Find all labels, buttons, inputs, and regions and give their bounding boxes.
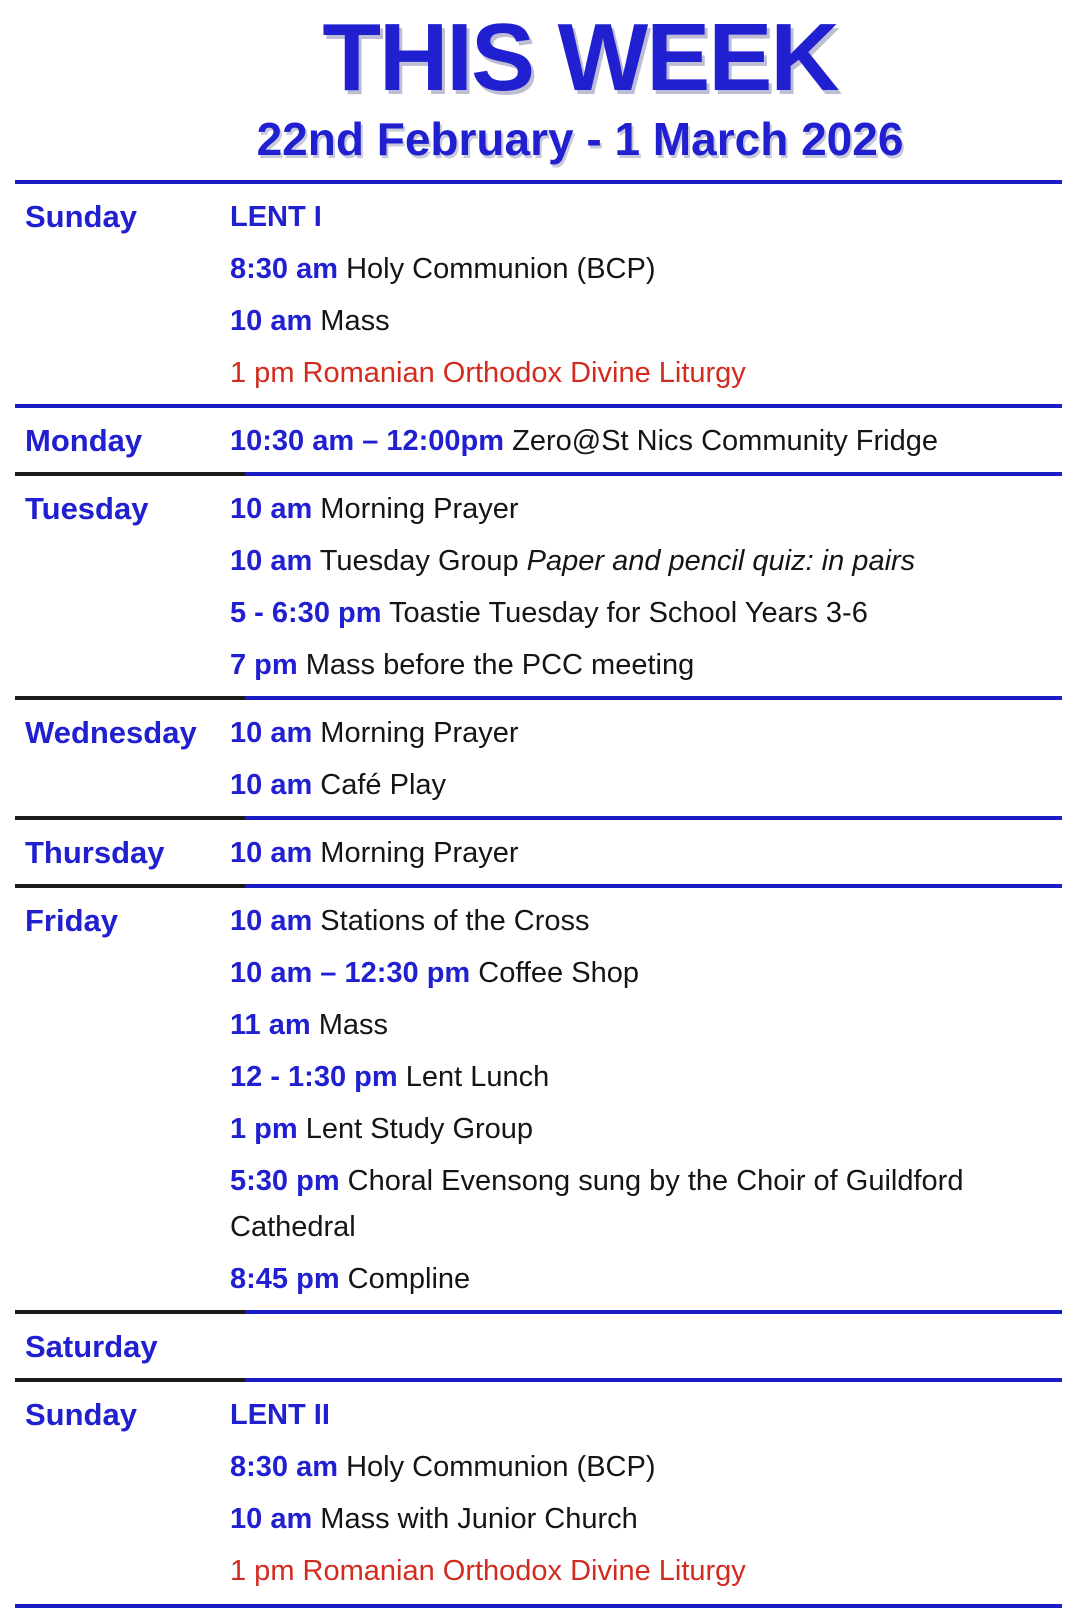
event-text: Café Play: [320, 769, 447, 801]
day-label: Friday: [25, 903, 119, 938]
day-row-sunday-7: [0, 1382, 1090, 1602]
row-divider: [15, 472, 1062, 476]
event-time: 10 am: [230, 305, 313, 337]
event-text: Stations of the Cross: [320, 905, 590, 937]
day-label: Tuesday: [25, 491, 149, 526]
event-heading: LENT I: [230, 201, 322, 233]
day-label: Monday: [25, 423, 143, 458]
event-text: Morning Prayer: [320, 717, 519, 749]
event-row: [230, 350, 1060, 396]
bottom-divider: [15, 1604, 1062, 1608]
row-divider-day-segment: [15, 696, 245, 700]
event-time: 5:30 pm: [230, 1165, 340, 1197]
events-list: [230, 486, 1090, 688]
row-divider: [15, 180, 1062, 184]
event-text: Mass before the PCC meeting: [305, 649, 695, 681]
page-title: THIS WEEK: [322, 4, 838, 111]
event-row: [230, 1002, 1060, 1048]
event-row: [230, 1158, 1060, 1250]
event-row: [230, 486, 1060, 532]
event-time: 10:30 am – 12:00pm: [230, 425, 505, 457]
row-divider: [15, 1378, 1062, 1382]
event-text: Toastie Tuesday for School Years 3-6: [389, 597, 868, 629]
event-time: 12 - 1:30 pm: [230, 1061, 398, 1093]
day-label: Sunday: [25, 1397, 137, 1432]
event-text-red: 1 pm Romanian Orthodox Divine Liturgy: [230, 357, 746, 389]
event-text: Morning Prayer: [320, 493, 519, 525]
event-text: Mass: [318, 1009, 388, 1041]
event-row: [230, 194, 1060, 240]
event-row: [230, 950, 1060, 996]
event-row: [230, 418, 1060, 464]
row-divider-day-segment: [15, 404, 245, 408]
event-time: 10 am: [230, 493, 313, 525]
event-time: 1 pm: [230, 1113, 298, 1145]
header: [100, 4, 1060, 180]
event-text: Holy Communion (BCP): [346, 253, 656, 285]
event-row: [230, 1106, 1060, 1152]
event-row: [230, 642, 1060, 688]
day-label: Wednesday: [25, 715, 197, 750]
event-time: 10 am: [230, 1503, 313, 1535]
event-row: [230, 246, 1060, 292]
schedule-table: [0, 180, 1090, 1608]
event-time: 10 am: [230, 717, 313, 749]
event-text: Morning Prayer: [320, 837, 519, 869]
events-list: [230, 1324, 1090, 1370]
event-time: 5 - 6:30 pm: [230, 597, 382, 629]
event-row: [230, 1444, 1060, 1490]
event-time: 10 am: [230, 545, 313, 577]
day-label: Saturday: [25, 1329, 158, 1364]
event-time: 10 am: [230, 769, 313, 801]
row-divider: [15, 816, 1062, 820]
row-divider: [15, 884, 1062, 888]
row-divider-events-segment: [245, 1378, 1062, 1382]
event-text: Compline: [347, 1263, 471, 1295]
event-heading: LENT II: [230, 1399, 330, 1431]
event-row: [230, 1256, 1060, 1302]
event-row: [230, 590, 1060, 636]
event-row: [230, 898, 1060, 944]
row-divider-day-segment: [15, 1378, 245, 1382]
day-row-sunday-0: [0, 184, 1090, 404]
event-text: Lent Study Group: [305, 1113, 534, 1145]
row-divider-events-segment: [245, 404, 1062, 408]
event-time: 10 am: [230, 837, 313, 869]
row-divider-events-segment: [245, 816, 1062, 820]
events-list: [230, 898, 1090, 1302]
event-row: [230, 1496, 1060, 1542]
day-row-monday-1: [0, 408, 1090, 472]
event-note-italic: Paper and pencil quiz: in pairs: [526, 545, 916, 577]
event-row: [230, 298, 1060, 344]
row-divider: [15, 404, 1062, 408]
event-time: 8:30 am: [230, 253, 339, 285]
row-divider-events-segment: [245, 180, 1062, 184]
row-divider-day-segment: [15, 884, 245, 888]
day-row-thursday-4: [0, 820, 1090, 884]
events-list: [230, 194, 1090, 396]
event-time: 10 am: [230, 905, 313, 937]
event-row: [230, 1548, 1060, 1594]
events-list: [230, 418, 1090, 464]
event-text: Coffee Shop: [478, 957, 639, 989]
day-label: Thursday: [25, 835, 165, 870]
row-divider-day-segment: [15, 472, 245, 476]
day-row-friday-5: [0, 888, 1090, 1310]
event-text: Tuesday Group: [319, 545, 519, 577]
day-label: Sunday: [25, 199, 137, 234]
event-row: [230, 762, 1060, 808]
event-text: Lent Lunch: [405, 1061, 550, 1093]
day-row-saturday-6: [0, 1314, 1090, 1378]
row-divider-events-segment: [245, 1310, 1062, 1314]
row-divider: [15, 1310, 1062, 1314]
events-list: [230, 830, 1090, 876]
event-text: Mass with Junior Church: [320, 1503, 638, 1535]
event-time: 7 pm: [230, 649, 298, 681]
event-row: [230, 538, 1060, 584]
event-time: 8:45 pm: [230, 1263, 340, 1295]
event-row: [230, 830, 1060, 876]
event-row: [230, 1054, 1060, 1100]
row-divider-events-segment: [245, 696, 1062, 700]
event-time: 8:30 am: [230, 1451, 339, 1483]
row-divider-day-segment: [15, 180, 245, 184]
events-list: [230, 710, 1090, 808]
date-range: 22nd February - 1 March 2026: [256, 113, 904, 165]
events-list: [230, 1392, 1090, 1594]
event-text-red: 1 pm Romanian Orthodox Divine Liturgy: [230, 1555, 746, 1587]
bottom-divider-events-segment: [245, 1604, 1062, 1608]
event-text: Mass: [320, 305, 390, 337]
event-text: Holy Communion (BCP): [346, 1451, 656, 1483]
event-row: [230, 1392, 1060, 1438]
row-divider: [15, 696, 1062, 700]
event-time: 10 am – 12:30 pm: [230, 957, 471, 989]
row-divider-day-segment: [15, 1310, 245, 1314]
row-divider-events-segment: [245, 884, 1062, 888]
event-row: [230, 710, 1060, 756]
event-time: 11 am: [230, 1009, 311, 1041]
row-divider-events-segment: [245, 472, 1062, 476]
day-row-tuesday-2: [0, 476, 1090, 696]
event-text: Zero@St Nics Community Fridge: [512, 425, 938, 457]
event-text: Choral Evensong sung by the Choir of Guildford Cathedral: [230, 1165, 964, 1243]
day-row-wednesday-3: [0, 700, 1090, 816]
row-divider-day-segment: [15, 816, 245, 820]
bottom-divider-day-segment: [15, 1604, 245, 1608]
